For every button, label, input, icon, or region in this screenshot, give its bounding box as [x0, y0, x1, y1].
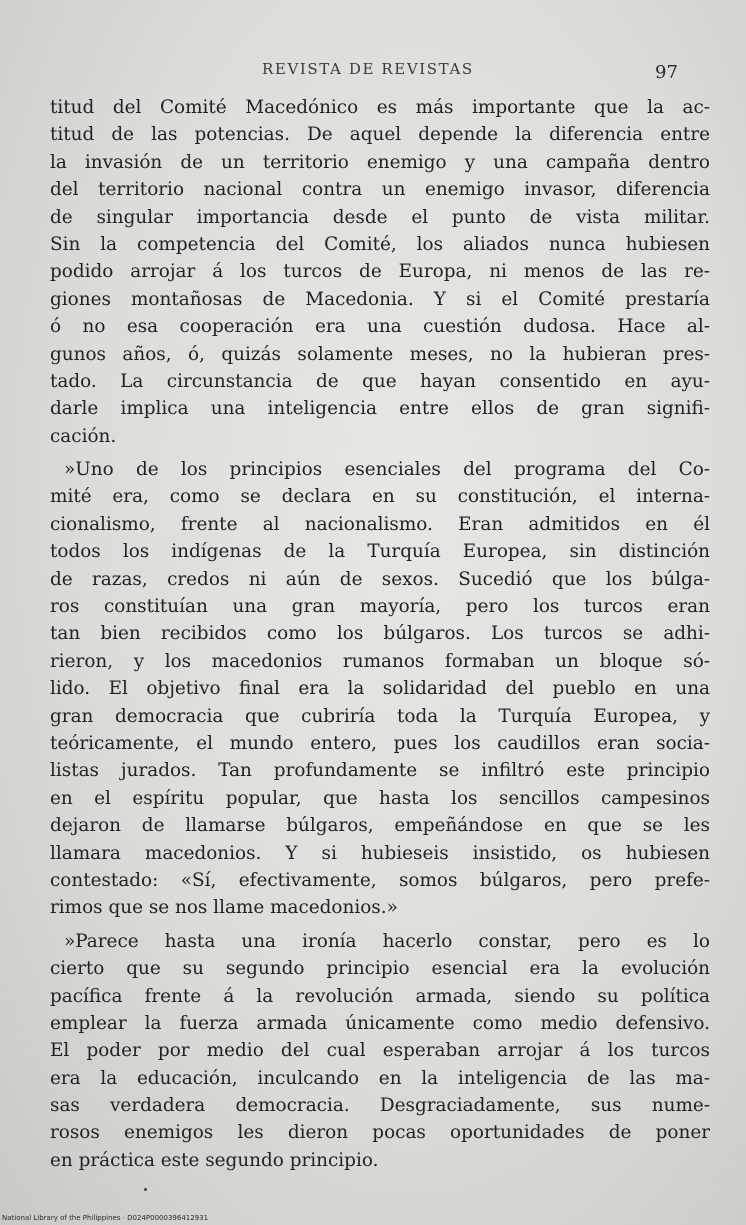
text-line: ros constituían una gran mayoría, pero los turcos eran: [50, 596, 710, 618]
text-line: cación.: [50, 425, 117, 447]
text-line: sas verdadera democracia. Desgraciadamente, sus nume-: [50, 1095, 710, 1117]
text-line: El poder por medio del cual esperaban arrojar á los turcos: [50, 1040, 710, 1062]
text-line: titud de las potencias. De aquel depende la diferencia entre: [50, 124, 710, 146]
running-head: [0, 60, 746, 84]
text-line: teóricamente, el mundo entero, pues los caudillos eran socia-: [50, 732, 710, 754]
text-line: »Parece hasta una ironía hacerlo constar, pero es lo: [64, 930, 710, 952]
text-line: era la educación, inculcando en la inteligencia de las ma-: [50, 1067, 710, 1089]
text-line: tado. La circunstancia de que hayan consentido en ayu-: [50, 370, 710, 392]
text-line: del territorio nacional contra un enemigo invasor, diferencia: [50, 179, 710, 201]
text-line: rosos enemigos les dieron pocas oportunidades de poner: [50, 1122, 710, 1144]
text-line: cierto que su segundo principio esencial era la evolución: [50, 958, 710, 980]
text-line: Sin la competencia del Comité, los aliados nunca hubiesen: [50, 233, 710, 255]
text-line: rieron, y los macedonios rumanos formaban un bloque só-: [50, 650, 710, 672]
text-line: titud del Comité Macedónico es más importante que la ac-: [50, 97, 710, 118]
text-line: en práctica este segundo principio.: [50, 1149, 379, 1171]
text-line: la invasión de un territorio enemigo y una campaña dentro: [50, 151, 710, 173]
text-line: en el espíritu popular, que hasta los sencillos campesinos: [50, 787, 710, 809]
text-line: todos los indígenas de la Turquía Europea, sin distinción: [50, 541, 710, 563]
paragraph-3: [50, 928, 710, 1175]
text-line: gran democracia que cubriría toda la Turquía Europea, y: [50, 705, 710, 727]
running-title: REVISTA DE REVISTAS: [262, 60, 474, 78]
text-line: cionalismo, frente al nacionalismo. Eran admitidos en él: [50, 513, 710, 535]
paragraph-1: [50, 94, 710, 450]
text-line: lido. El objetivo final era la solidaridad del pueblo en una: [50, 678, 710, 700]
text-line: podido arrojar á los turcos de Europa, ni menos de las re-: [50, 261, 710, 283]
text-line: ó no esa cooperación era una cuestión dudosa. Hace al-: [50, 316, 710, 338]
text-line: »Uno de los principios esenciales del programa del Co-: [64, 459, 710, 481]
text-line: de razas, credos ni aún de sexos. Sucedió que los búlga-: [50, 568, 710, 590]
digitization-credit: National Library of the Philippines · D024P0000396412931: [2, 1214, 209, 1222]
text-line: listas jurados. Tan profundamente se infiltró este principio: [50, 760, 710, 782]
text-line: rimos que se nos llame macedonios.»: [50, 897, 398, 919]
body-text: [50, 94, 710, 1174]
page-number: 97: [655, 62, 678, 83]
text-line: contestado: «Sí, efectivamente, somos búlgaros, pero prefe-: [50, 869, 710, 891]
text-line: pacífica frente á la revolución armada, siendo su política: [50, 985, 710, 1007]
text-line: llamara macedonios. Y si hubieseis insistido, os hubiesen: [50, 842, 710, 864]
paragraph-2: [50, 456, 710, 922]
ink-speck: [144, 1188, 147, 1191]
text-line: mité era, como se declara en su constitución, el interna-: [50, 486, 710, 508]
text-line: dejaron de llamarse búlgaros, empeñándose en que se les: [50, 815, 710, 837]
text-line: tan bien recibidos como los búlgaros. Los turcos se adhi-: [50, 623, 710, 645]
text-line: emplear la fuerza armada únicamente como medio defensivo.: [50, 1012, 710, 1034]
text-line: giones montañosas de Macedonia. Y si el Comité prestaría: [50, 288, 710, 310]
text-line: darle implica una inteligencia entre ellos de gran signifi-: [50, 398, 710, 420]
text-line: gunos años, ó, quizás solamente meses, no la hubieran pres-: [50, 343, 710, 365]
text-line: de singular importancia desde el punto de vista militar.: [50, 206, 710, 228]
